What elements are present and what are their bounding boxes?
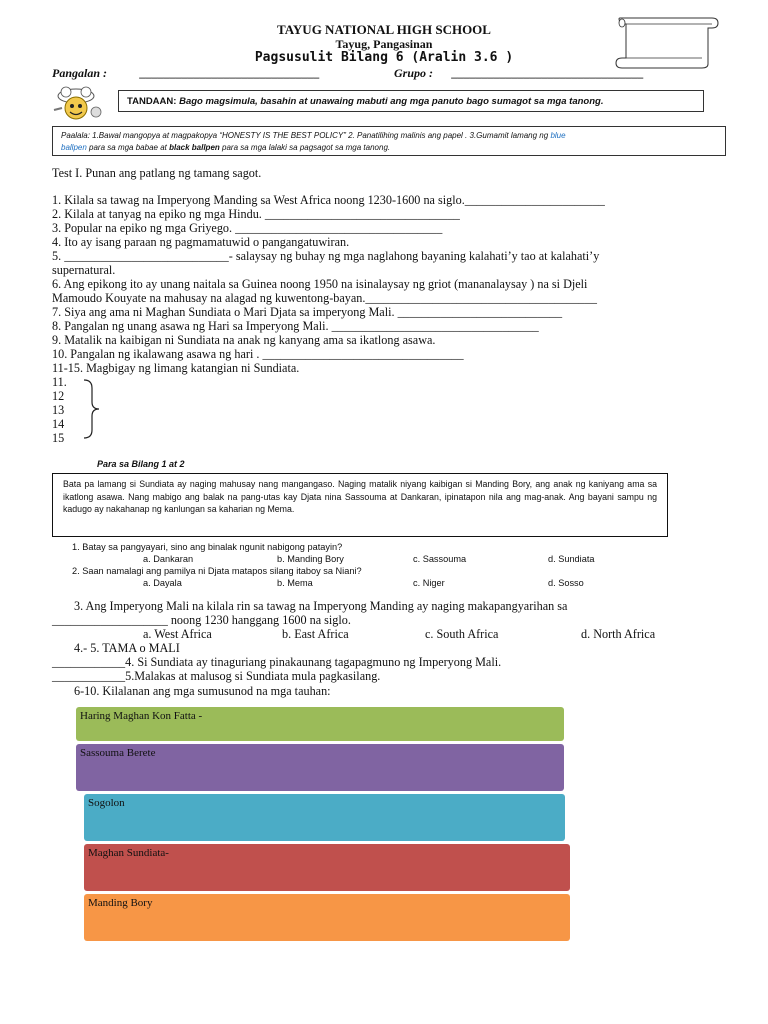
- mc-question-1: 1. Batay sa pangyayari, sino ang binalak ngunit nabigong patayin?: [72, 542, 343, 552]
- mc-option[interactable]: d. Sosso: [548, 578, 584, 588]
- question-item: Mamoudo Kouyate na mahusay na alagad ng kuwentong-bayan.______________________________________: [52, 291, 597, 305]
- scroll-icon: [612, 14, 720, 70]
- paalala-text-3: para sa mga lalaki sa pagsagot sa mga tanong.: [219, 143, 391, 152]
- answer-number: 11.: [52, 375, 67, 389]
- q3-option[interactable]: b. East Africa: [282, 627, 349, 641]
- mc-option[interactable]: b. Manding Bory: [277, 554, 344, 564]
- character-label: Maghan Sundiata-: [88, 847, 169, 859]
- mc-option[interactable]: b. Mema: [277, 578, 313, 588]
- tandaan-label: TANDAAN:: [127, 96, 177, 107]
- mc-option[interactable]: c. Niger: [413, 578, 445, 588]
- question-item: 2. Kilala at tanyag na epiko ng mga Hindu. ________________________________: [52, 207, 460, 221]
- pangalan-field[interactable]: ______________________________: [140, 66, 320, 80]
- paalala-blue-2: ballpen: [61, 143, 87, 152]
- passage-box: Bata pa lamang si Sundiata ay naging mahusay nang mangangaso. Naging matalik niyang kaibigan si Manding Bory, ang anak ng kaniyang ama sa ikatlong asawa. Nang mabigo ang balak na pang-utas kay Djata nina Sassouma at Dankaran, ipinatapon nila ang mag-anak. Ang bayani sampu ng kadugo ay nakahanap ng kanlungan sa kaharian ng Mema.: [52, 473, 668, 537]
- chef-emoji-icon: [50, 86, 110, 120]
- question-3: 3. Ang Imperyong Mali na kilala rin sa tawag na Imperyong Manding ay naging makapangyarihan sa: [74, 599, 568, 613]
- question-item: 7. Siya ang ama ni Maghan Sundiata o Mari Djata sa imperyong Mali. ___________________________: [52, 305, 563, 319]
- answer-number: 14: [52, 417, 65, 431]
- character-label: Sogolon: [88, 797, 125, 809]
- answer-number: 13: [52, 403, 65, 417]
- passage-label: Para sa Bilang 1 at 2: [97, 459, 185, 469]
- exam-title: Pagsusulit Bilang 6 (Aralin 3.6 ): [254, 50, 514, 65]
- curly-brace-icon: [80, 378, 102, 440]
- q3-option[interactable]: a. West Africa: [143, 627, 212, 641]
- grupo-field[interactable]: ________________________________: [452, 66, 644, 80]
- paalala-box: [52, 126, 726, 156]
- grupo-label: Grupo :: [394, 66, 434, 80]
- q3-option[interactable]: d. North Africa: [581, 627, 656, 641]
- character-label: Sassouma Berete: [80, 747, 156, 759]
- paalala-text-1: Paalala: 1.Bawal mangopya at magpakopya “HONESTY IS THE BEST POLICY” 2. Panatilihing malinis ang papel . 3.Gumamit lamang ng: [61, 131, 551, 140]
- question-item: 3. Popular na epiko ng mga Griyego. __________________________________: [52, 221, 443, 235]
- answer-number: 12: [52, 389, 65, 403]
- mc-option[interactable]: d. Sundiata: [548, 554, 595, 564]
- tama-mali-item: ____________5.Malakas at malusog si Sundiata mula pagkasilang.: [52, 669, 381, 683]
- paalala-text-2: para sa mga babae at: [86, 143, 170, 152]
- mc-option[interactable]: a. Dayala: [143, 578, 182, 588]
- question-item: 4. Ito ay isang paraan ng pagmamatuwid o pangangatuwiran.: [52, 235, 350, 249]
- question-item: 6. Ang epikong ito ay unang naitala sa Guinea noong 1950 na isinalaysay ng griot (mananalaysay ) na si Djeli: [52, 277, 588, 291]
- question-item: 5. ___________________________- salaysay ng buhay ng mga naglahong bayaning kalahati’y tao at kalahati’y: [52, 249, 600, 263]
- q3-option[interactable]: c. South Africa: [425, 627, 499, 641]
- pangalan-label: Pangalan :: [52, 66, 108, 80]
- character-box-sogolon[interactable]: [84, 794, 565, 841]
- question-3-line2: ___________________ noong 1230 hanggang 1600 na siglo.: [52, 613, 351, 627]
- paalala-black: black ballpen: [169, 143, 220, 152]
- mc-question-2: 2. Saan namalagi ang pamilya ni Djata matapos silang itaboy sa Niani?: [72, 566, 362, 576]
- tama-mali-item: ____________4. Si Sundiata ay tinaguriang pinakaunang tagapagmuno ng Imperyong Mali.: [52, 655, 502, 669]
- character-box-sassouma[interactable]: [76, 744, 564, 791]
- question-item: 9. Matalik na kaibigan ni Sundiata na anak ng kanyang ama sa ikatlong asawa.: [52, 333, 436, 347]
- paalala-blue-1: blue: [550, 131, 566, 140]
- school-town: Tayug, Pangasinan: [335, 37, 433, 51]
- test1-title: Test I. Punan ang patlang ng tamang sagot.: [52, 166, 262, 180]
- character-label: Manding Bory: [88, 897, 153, 909]
- character-box-maghan-sundiata[interactable]: [84, 844, 570, 891]
- tandaan-text: Bago magsimula, basahin at unawaing mabuti ang mga panuto bago sumagot sa mga tanong.: [179, 96, 604, 107]
- tama-mali-title: 4.- 5. TAMA o MALI: [74, 641, 180, 655]
- character-label: Haring Maghan Kon Fatta -: [80, 710, 203, 722]
- school-name: TAYUG NATIONAL HIGH SCHOOL: [277, 22, 491, 37]
- question-item: 11-15. Magbigay ng limang katangian ni Sundiata.: [52, 361, 300, 375]
- question-item: 10. Pangalan ng ikalawang asawa ng hari . _________________________________: [52, 347, 464, 361]
- answer-number: 15: [52, 431, 65, 445]
- mc-option[interactable]: a. Dankaran: [143, 554, 194, 564]
- character-box-maghan-kon-fatta[interactable]: [76, 707, 564, 741]
- character-box-manding-bory[interactable]: [84, 894, 570, 941]
- question-item: 1. Kilala sa tawag na Imperyong Manding sa West Africa noong 1230-1600 na siglo._______________________: [52, 193, 605, 207]
- question-item: supernatural.: [52, 263, 116, 277]
- mc-option[interactable]: c. Sassouma: [413, 554, 467, 564]
- question-item: 8. Pangalan ng unang asawa ng Hari sa Imperyong Mali. __________________________________: [52, 319, 539, 333]
- kilalanin-title: 6-10. Kilalanan ang mga sumusunod na mga tauhan:: [74, 684, 331, 698]
- tandaan-box: [118, 90, 704, 112]
